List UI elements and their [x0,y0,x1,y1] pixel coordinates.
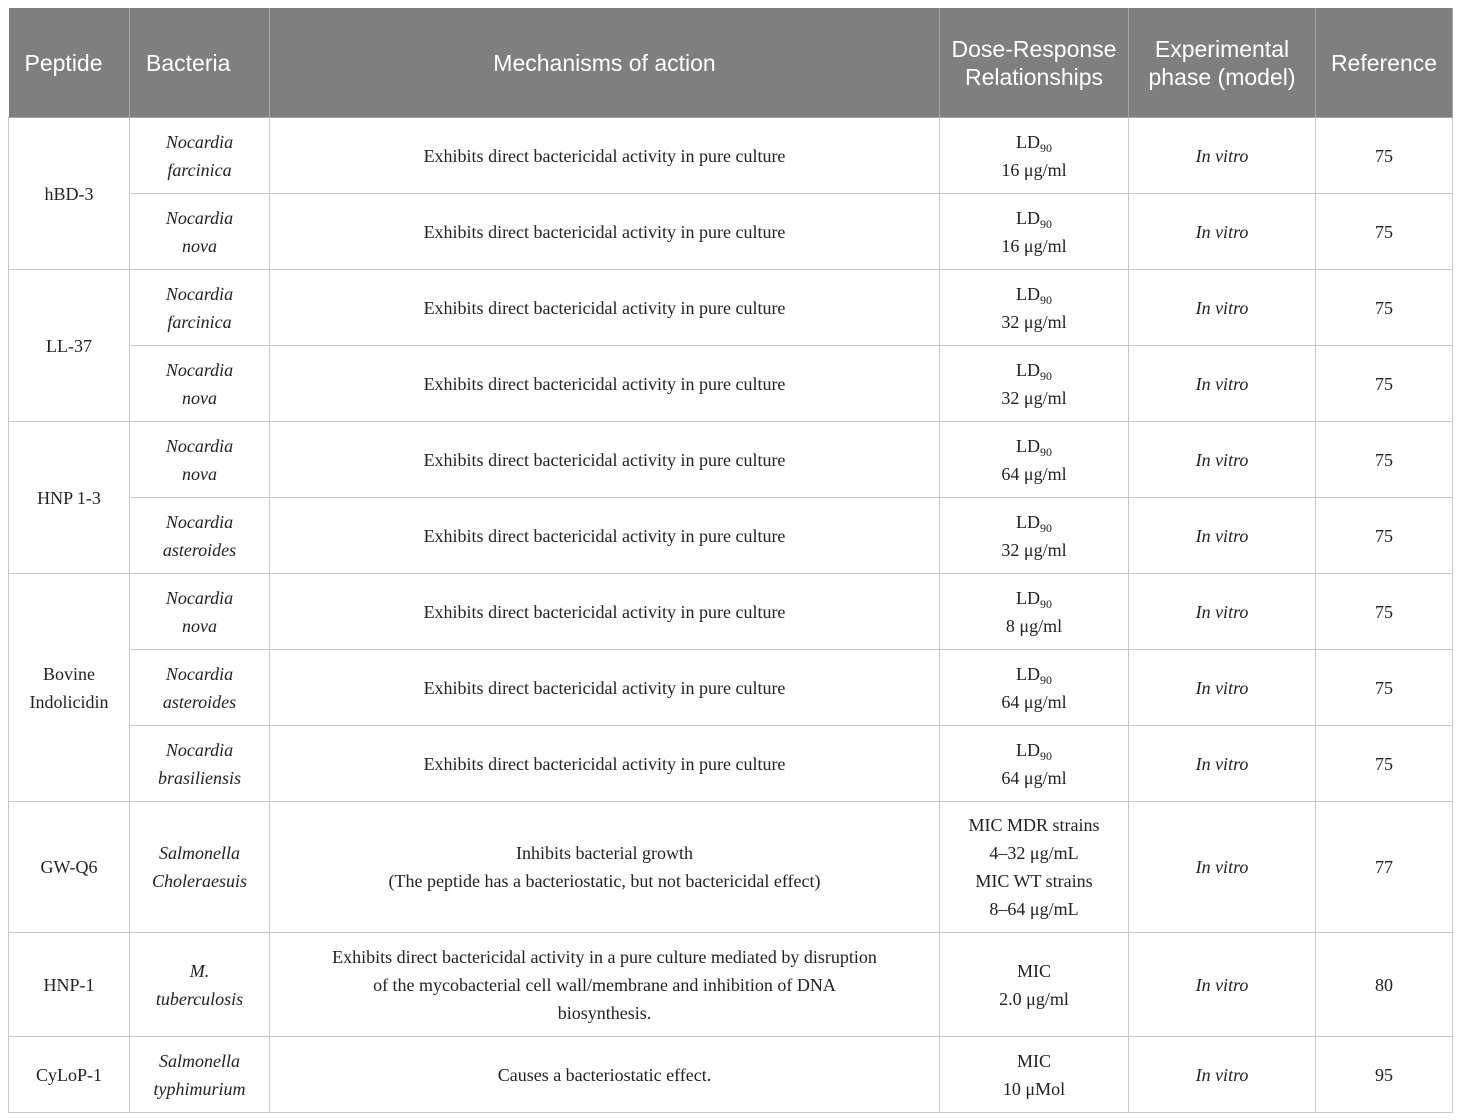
table-row [9,650,1453,726]
phase-cell: In vitro [1129,574,1316,650]
table-row [9,498,1453,574]
dose-cell: $LD_{90}$ 64 μg/ml [940,650,1129,726]
dose-cell: $LD_{90}$ 64 μg/ml [940,726,1129,802]
reference-cell: 95 [1316,1037,1453,1113]
dose-cell: $LD_{90}$ 16 μg/ml [940,194,1129,270]
table-row [9,422,1453,498]
peptide-cell: CyLoP-1 [9,1037,130,1113]
table-row [9,118,1453,194]
bacteria-cell: Nocardia nova [130,346,270,422]
reference-cell: 75 [1316,422,1453,498]
table-row [9,270,1453,346]
table-row [9,194,1453,270]
dose-cell: $LD_{90}$ 32 μg/ml [940,498,1129,574]
header-row [9,8,1453,118]
bacteria-cell: Salmonella Choleraesuis [130,802,270,933]
reference-cell: 77 [1316,802,1453,933]
peptide-cell: Bovine Indolicidin [9,574,130,802]
header-experimental-phase: Experimental phase (model) [1129,8,1316,118]
phase-cell: In vitro [1129,726,1316,802]
phase-cell: In vitro [1129,422,1316,498]
reference-cell: 75 [1316,118,1453,194]
dose-cell: $LD_{90}$ 8 μg/ml [940,574,1129,650]
mechanism-cell: Exhibits direct bactericidal activity in pure culture [270,270,940,346]
phase-cell: In vitro [1129,1037,1316,1113]
peptide-cell: hBD-3 [9,118,130,270]
bacteria-cell: M. tuberculosis [130,933,270,1037]
reference-cell: 75 [1316,498,1453,574]
header-reference: Reference [1316,8,1453,118]
mechanism-cell: Exhibits direct bactericidal activity in pure culture [270,194,940,270]
table-row [9,726,1453,802]
phase-cell: In vitro [1129,933,1316,1037]
phase-cell: In vitro [1129,346,1316,422]
bacteria-cell: Nocardia brasiliensis [130,726,270,802]
phase-cell: In vitro [1129,650,1316,726]
peptide-cell: HNP-1 [9,933,130,1037]
header-mechanism: Mechanisms of action [270,8,940,118]
header-bacteria: Bacteria [130,8,270,118]
table-row [9,933,1453,1037]
peptide-table [8,8,1453,1113]
reference-cell: 75 [1316,574,1453,650]
bacteria-cell: Nocardia farcinica [130,118,270,194]
reference-cell: 75 [1316,346,1453,422]
phase-cell: In vitro [1129,118,1316,194]
reference-cell: 75 [1316,726,1453,802]
header-dose-response: Dose-Response Relationships [940,8,1129,118]
reference-cell: 75 [1316,270,1453,346]
bacteria-cell: Nocardia farcinica [130,270,270,346]
dose-cell: $LD_{90}$ 32 μg/ml [940,270,1129,346]
mechanism-cell: Exhibits direct bactericidal activity in a pure culture mediated by disruption of the mycobacterial cell wall/membrane and inhibition of DNA biosynthesis. [270,933,940,1037]
bacteria-cell: Nocardia asteroides [130,498,270,574]
phase-cell: In vitro [1129,194,1316,270]
dose-cell: $LD_{90}$ 64 μg/ml [940,422,1129,498]
bacteria-cell: Nocardia nova [130,422,270,498]
table-row [9,346,1453,422]
mechanism-cell: Exhibits direct bactericidal activity in pure culture [270,498,940,574]
phase-cell: In vitro [1129,802,1316,933]
phase-cell: In vitro [1129,270,1316,346]
dose-cell: MIC 2.0 μg/ml [940,933,1129,1037]
dose-cell: $LD_{90}$ 16 μg/ml [940,118,1129,194]
reference-cell: 75 [1316,650,1453,726]
mechanism-cell: Causes a bacteriostatic effect. [270,1037,940,1113]
peptide-cell: GW-Q6 [9,802,130,933]
bacteria-cell: Nocardia nova [130,194,270,270]
dose-cell: $LD_{90}$ 32 μg/ml [940,346,1129,422]
reference-cell: 75 [1316,194,1453,270]
header-peptide: Peptide [9,8,130,118]
dose-cell: MIC MDR strains 4–32 μg/mL MIC WT strains 8–64 μg/mL [940,802,1129,933]
bacteria-cell: Nocardia asteroides [130,650,270,726]
reference-cell: 80 [1316,933,1453,1037]
table-row [9,802,1453,933]
mechanism-cell: Exhibits direct bactericidal activity in pure culture [270,650,940,726]
bacteria-cell: Salmonella typhimurium [130,1037,270,1113]
peptide-cell: LL-37 [9,270,130,422]
mechanism-cell: Exhibits direct bactericidal activity in pure culture [270,422,940,498]
mechanism-cell: Exhibits direct bactericidal activity in pure culture [270,574,940,650]
table-row [9,1037,1453,1113]
mechanism-cell: Exhibits direct bactericidal activity in pure culture [270,118,940,194]
bacteria-cell: Nocardia nova [130,574,270,650]
mechanism-cell: Inhibits bacterial growth (The peptide has a bacteriostatic, but not bactericidal effect) [270,802,940,933]
table-row [9,574,1453,650]
mechanism-cell: Exhibits direct bactericidal activity in pure culture [270,346,940,422]
mechanism-cell: Exhibits direct bactericidal activity in pure culture [270,726,940,802]
phase-cell: In vitro [1129,498,1316,574]
peptide-cell: HNP 1-3 [9,422,130,574]
dose-cell: MIC 10 μMol [940,1037,1129,1113]
